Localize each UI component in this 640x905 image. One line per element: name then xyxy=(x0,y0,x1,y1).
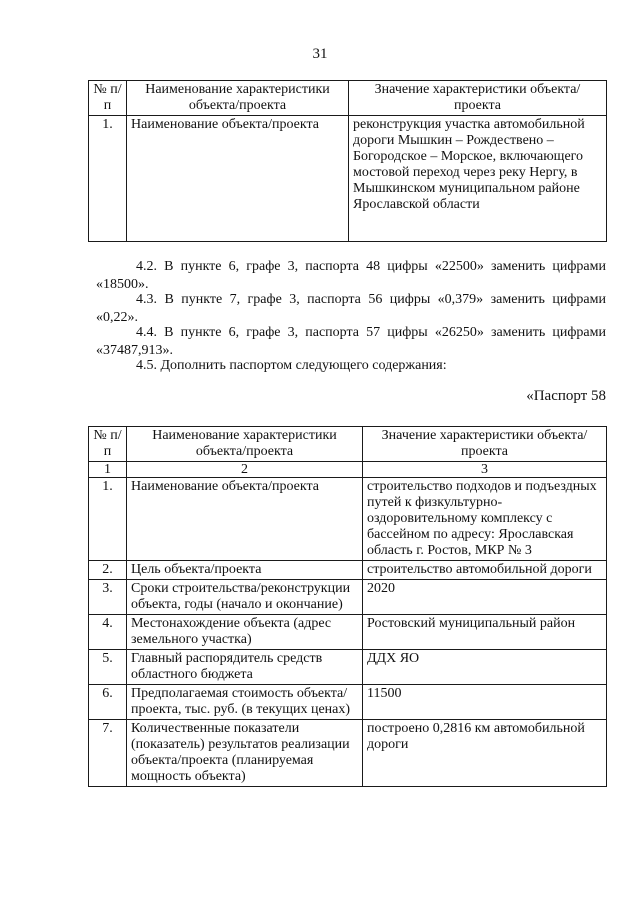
row-num: 6. xyxy=(89,685,127,720)
row-name: Наименование объекта/проекта xyxy=(127,116,349,242)
row-value: строительство автомобильной дороги xyxy=(363,561,607,580)
table-row xyxy=(89,685,607,720)
row-name: Местонахождение объекта (адрес земельного участка) xyxy=(127,615,363,650)
page-number: 31 xyxy=(312,46,328,62)
passport-title: «Паспорт 58 xyxy=(526,388,606,404)
row-num: 5. xyxy=(89,650,127,685)
table-row xyxy=(89,116,607,242)
paragraph-4-3: 4.3. В пункте 7, графе 3, паспорта 56 цифры «0,379» заменить цифрами «0,22». xyxy=(96,292,606,325)
column-number: 1 xyxy=(89,462,127,478)
table-existing-passport xyxy=(88,80,607,242)
table-passport-58 xyxy=(88,426,607,787)
header-num: № п/п xyxy=(89,427,127,462)
row-name: Наименование объекта/проекта xyxy=(127,478,363,561)
row-name: Количественные показатели (показатель) результатов реализации объекта/проекта (планируемая мощность объекта) xyxy=(127,720,363,787)
column-number: 2 xyxy=(127,462,363,478)
paragraph-4-4: 4.4. В пункте 6, графе 3, паспорта 57 цифры «26250» заменить цифрами «37487,913». xyxy=(96,325,606,358)
row-num: 4. xyxy=(89,615,127,650)
row-name: Главный распорядитель средств областного бюджета xyxy=(127,650,363,685)
table-row xyxy=(89,720,607,787)
row-value: Ростовский муниципальный район xyxy=(363,615,607,650)
row-value: построено 0,2816 км автомобильной дороги xyxy=(363,720,607,787)
header-num: № п/п xyxy=(89,81,127,116)
row-name: Цель объекта/проекта xyxy=(127,561,363,580)
column-number-row xyxy=(89,462,607,478)
header-name: Наименование характеристики объекта/проекта xyxy=(127,81,349,116)
row-value: строительство подходов и подъездных путей к физкультурно-оздоровительному комплексу с бассейном по адресу: Ярославская область г. Ростов, МКР № 3 xyxy=(363,478,607,561)
row-value: 11500 xyxy=(363,685,607,720)
table-header-row xyxy=(89,427,607,462)
column-number: 3 xyxy=(363,462,607,478)
row-value: реконструкция участка автомобильной дороги Мышкин – Рождествено – Богородское – Морское, включающего мостовой переход через реку Нергу, в Мышкинском муниципальном районе Ярославской области xyxy=(349,116,607,242)
table-row xyxy=(89,561,607,580)
table-row xyxy=(89,478,607,561)
header-value: Значение характеристики объекта/проекта xyxy=(349,81,607,116)
header-name: Наименование характеристики объекта/проекта xyxy=(127,427,363,462)
paragraph-4-2: 4.2. В пункте 6, графе 3, паспорта 48 цифры «22500» заменить цифрами «18500». xyxy=(96,259,606,292)
row-num: 3. xyxy=(89,580,127,615)
table-row xyxy=(89,650,607,685)
row-num: 2. xyxy=(89,561,127,580)
row-num: 7. xyxy=(89,720,127,787)
header-value: Значение характеристики объекта/проекта xyxy=(363,427,607,462)
table-row xyxy=(89,615,607,650)
table-header-row xyxy=(89,81,607,116)
row-value: 2020 xyxy=(363,580,607,615)
table-row xyxy=(89,580,607,615)
row-name: Предполагаемая стоимость объекта/проекта, тыс. руб. (в текущих ценах) xyxy=(127,685,363,720)
row-num: 1. xyxy=(89,478,127,561)
row-num: 1. xyxy=(89,116,127,242)
row-name: Сроки строительства/реконструкции объекта, годы (начало и окончание) xyxy=(127,580,363,615)
paragraph-4-5: 4.5. Дополнить паспортом следующего содержания: xyxy=(136,358,447,373)
row-value: ДДХ ЯО xyxy=(363,650,607,685)
